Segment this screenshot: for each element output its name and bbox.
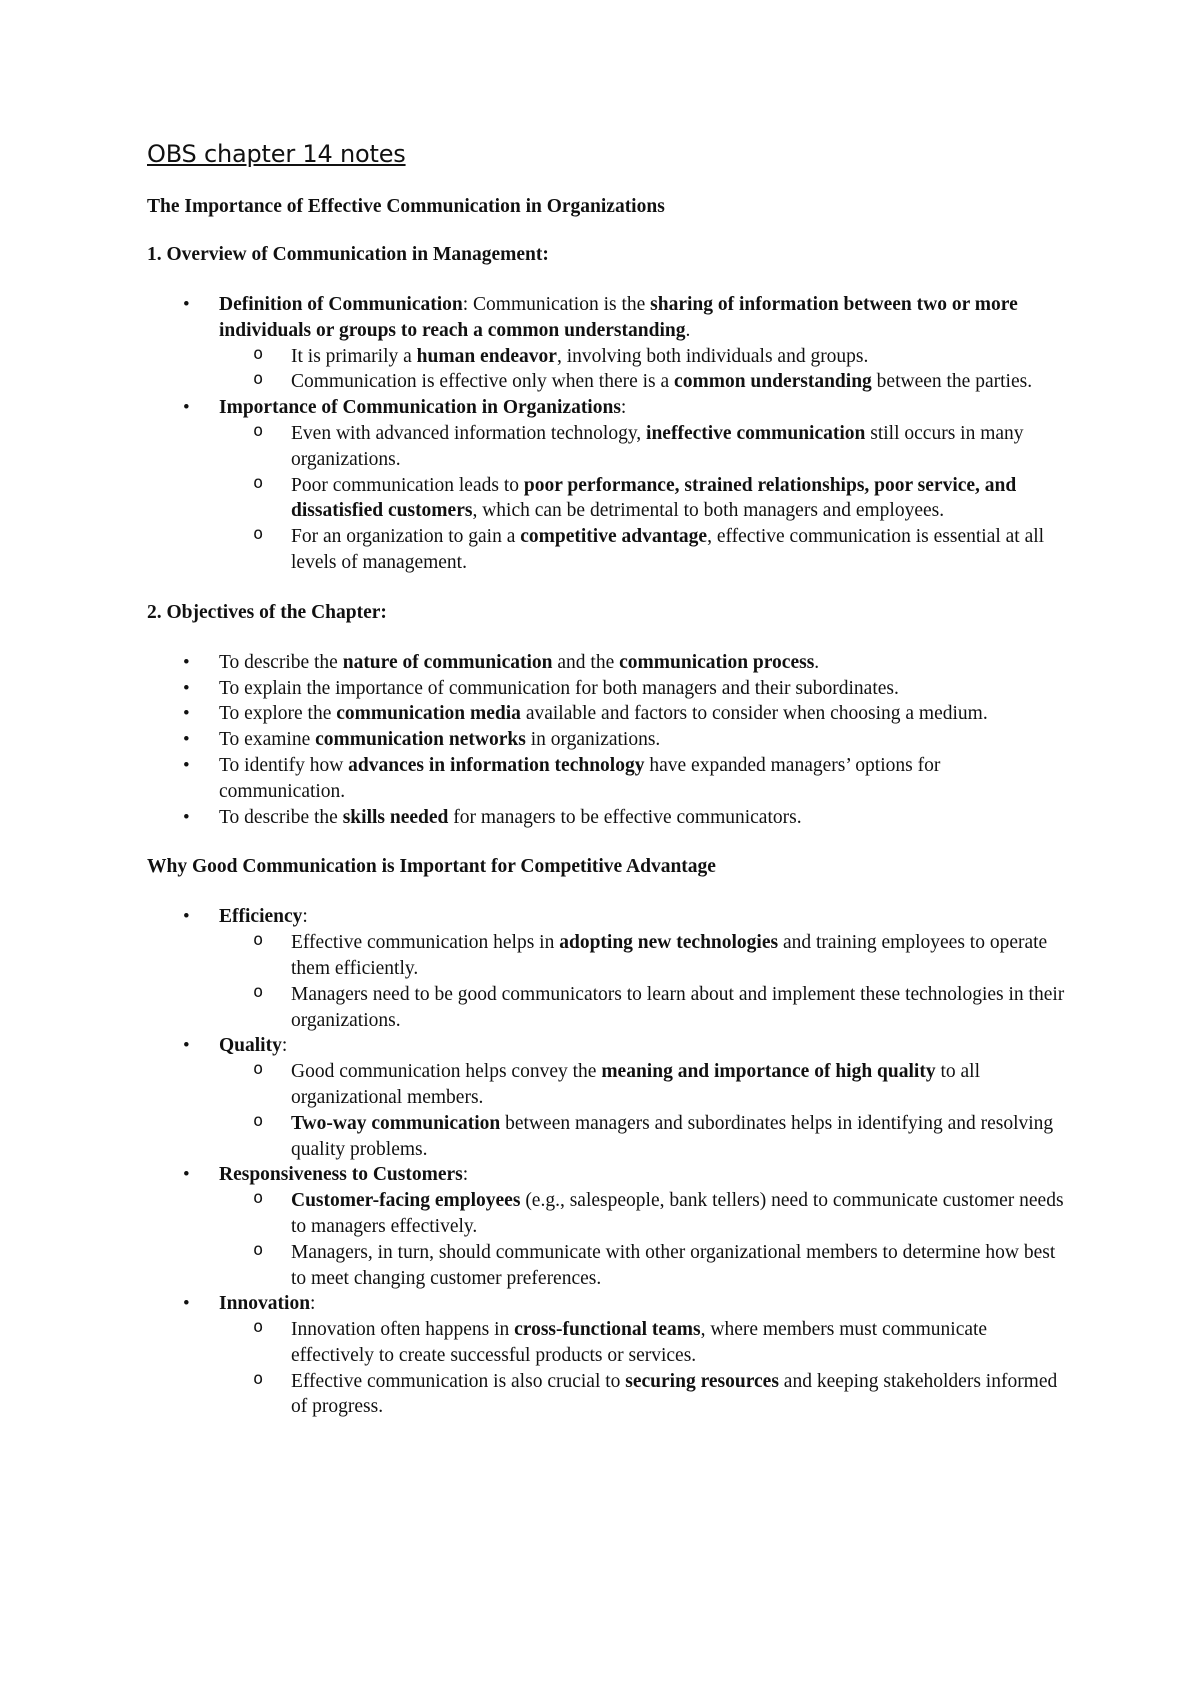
sub-list-item: [218, 1317, 1067, 1369]
sub-list: [219, 1059, 1067, 1162]
bold-run: nature of communication: [342, 651, 553, 673]
text-run: Good communication helps convey the: [291, 1061, 602, 1083]
bold-run: skills needed: [342, 806, 449, 828]
list-item-importance: [147, 395, 1067, 576]
text-run: Innovation often happens in: [291, 1319, 515, 1341]
sub-list-item: [218, 344, 1067, 370]
text-run: to all organizational members.: [291, 1061, 980, 1108]
bold-run: communication process: [619, 651, 815, 673]
objective-item: [147, 753, 1067, 805]
sub-list-item: [218, 982, 1067, 1034]
text-run: Managers need to be good communicators to learn about and implement these technologies in their organizations.: [291, 983, 1065, 1031]
text-run: and the: [552, 651, 620, 673]
section-heading-importance: The Importance of Effective Communication in Organizations: [147, 196, 665, 217]
sub-list: [219, 344, 1067, 396]
bold-run: sharing of information between two or more individuals or groups to reach a common understanding: [219, 294, 1018, 341]
sub-list-item: [218, 1369, 1067, 1421]
bold-run: securing resources: [625, 1370, 779, 1392]
importance-label: Importance of Communication in Organizations: [219, 397, 621, 419]
text-run: To describe the: [219, 806, 343, 828]
text-run: To explain the importance of communication for both managers and their subordinates.: [219, 677, 899, 699]
sub-list: [219, 930, 1067, 1033]
sub-list: [219, 421, 1067, 576]
bold-run: competitive advantage: [520, 526, 708, 548]
bold-run: Two-way communication: [291, 1112, 501, 1134]
text-run: and training employees to operate them efficiently.: [291, 932, 1048, 979]
document-page: [147, 140, 1067, 1420]
text-run: :: [281, 1035, 288, 1057]
bold-run: communication media: [336, 703, 521, 725]
text-run: Poor communication leads to: [291, 474, 524, 496]
text-run: Effective communication is also crucial to: [291, 1370, 626, 1392]
text-run: and keeping stakeholders informed of progress.: [291, 1370, 1058, 1418]
objective-item: [147, 727, 1067, 753]
bold-run: cross-functional teams: [514, 1319, 701, 1341]
responsiveness-label: Responsiveness to Customers: [219, 1164, 463, 1186]
innovation-label: Innovation: [219, 1293, 311, 1315]
text-run: To examine: [219, 729, 316, 751]
text-run: To identify how: [219, 754, 349, 776]
text-run: Managers, in turn, should communicate with other organizational members to determine how best to meet changing customer preferences.: [291, 1241, 1056, 1289]
bold-run: ineffective communication: [646, 422, 866, 444]
objectives-list: [147, 650, 1067, 831]
text-run: To describe the: [219, 651, 343, 673]
objective-item: [147, 701, 1067, 727]
sub-list: [219, 1188, 1067, 1291]
text-run: :: [310, 1293, 316, 1315]
sub-list: [219, 1317, 1067, 1420]
list-item-definition: [147, 292, 1067, 395]
text-run: Effective communication helps in: [291, 932, 560, 954]
sub-list-item: [218, 1188, 1067, 1240]
sub-list-item: [218, 1059, 1067, 1111]
subheading-objectives: 2. Objectives of the Chapter:: [147, 601, 387, 623]
document-title: OBS chapter 14 notes: [147, 140, 406, 168]
text-run: :: [462, 1164, 469, 1186]
text-run: have expanded managers’ options for communication.: [219, 754, 941, 802]
section-heading-competitive-advantage: Why Good Communication is Important for Competitive Advantage: [147, 856, 716, 878]
bold-run: common understanding: [674, 371, 872, 393]
bold-run: adopting new technologies: [559, 932, 779, 954]
bold-run: Customer-facing employees: [291, 1190, 521, 1212]
advantage-list: [147, 904, 1067, 1420]
sub-list-item: [218, 421, 1067, 473]
text-run: Communication is effective only when there is a: [291, 371, 675, 393]
list-item-efficiency: [147, 904, 1067, 1033]
text-run: :: [620, 397, 627, 419]
list-item-responsiveness: [147, 1162, 1067, 1291]
spacer: [147, 576, 1067, 602]
text-run: It is primarily a: [291, 345, 417, 367]
bold-run: human endeavor: [416, 345, 557, 367]
bold-run: communication networks: [315, 729, 526, 751]
sub-list-item: [218, 473, 1067, 525]
sub-list-item: [218, 1111, 1067, 1163]
bold-run: advances in information technology: [348, 754, 645, 776]
text-run: : Communication is the: [462, 294, 651, 315]
text-run: Even with advanced information technology,: [291, 422, 647, 444]
text-run: , where members must communicate effectively to create successful products or services.: [291, 1319, 988, 1366]
text-run: , effective communication is essential at all levels of management.: [291, 526, 1045, 573]
text-run: available and factors to consider when choosing a medium.: [520, 703, 988, 725]
text-run: .: [685, 319, 691, 341]
objective-item: [147, 805, 1067, 831]
text-run: To explore the: [219, 703, 337, 725]
bold-run: poor performance, strained relationships, poor service, and dissatisfied customers: [291, 474, 1017, 522]
spacer: [147, 830, 1067, 856]
text-run: still occurs in many organizations.: [291, 422, 1024, 470]
text-run: , which can be detrimental to both managers and employees.: [472, 500, 945, 522]
efficiency-label: Efficiency: [219, 906, 303, 928]
text-run: between managers and subordinates helps in identifying and resolving quality problems.: [291, 1112, 1054, 1160]
list-item-quality: [147, 1033, 1067, 1162]
text-run: for managers to be effective communicators.: [448, 806, 802, 828]
objective-item: [147, 676, 1067, 702]
text-run: :: [302, 906, 308, 928]
bold-run: meaning and importance of high quality: [601, 1061, 936, 1083]
definition-label: Definition of Communication: [219, 294, 463, 315]
text-run: For an organization to gain a: [291, 526, 521, 548]
list-item-innovation: [147, 1291, 1067, 1420]
quality-label: Quality: [219, 1035, 282, 1057]
overview-list: [147, 292, 1067, 576]
sub-list-item: [218, 524, 1067, 576]
sub-list-item: [218, 1240, 1067, 1292]
subheading-overview: 1. Overview of Communication in Management:: [147, 244, 549, 265]
text-run: .: [814, 651, 820, 673]
text-run: between the parties.: [871, 371, 1033, 393]
objective-item: [147, 650, 1067, 676]
text-run: in organizations.: [525, 729, 661, 751]
text-run: (e.g., salespeople, bank tellers) need to communicate customer needs to managers effectively.: [291, 1190, 1064, 1237]
sub-list-item: [218, 369, 1067, 395]
text-run: , involving both individuals and groups.: [556, 345, 869, 367]
sub-list-item: [218, 930, 1067, 982]
